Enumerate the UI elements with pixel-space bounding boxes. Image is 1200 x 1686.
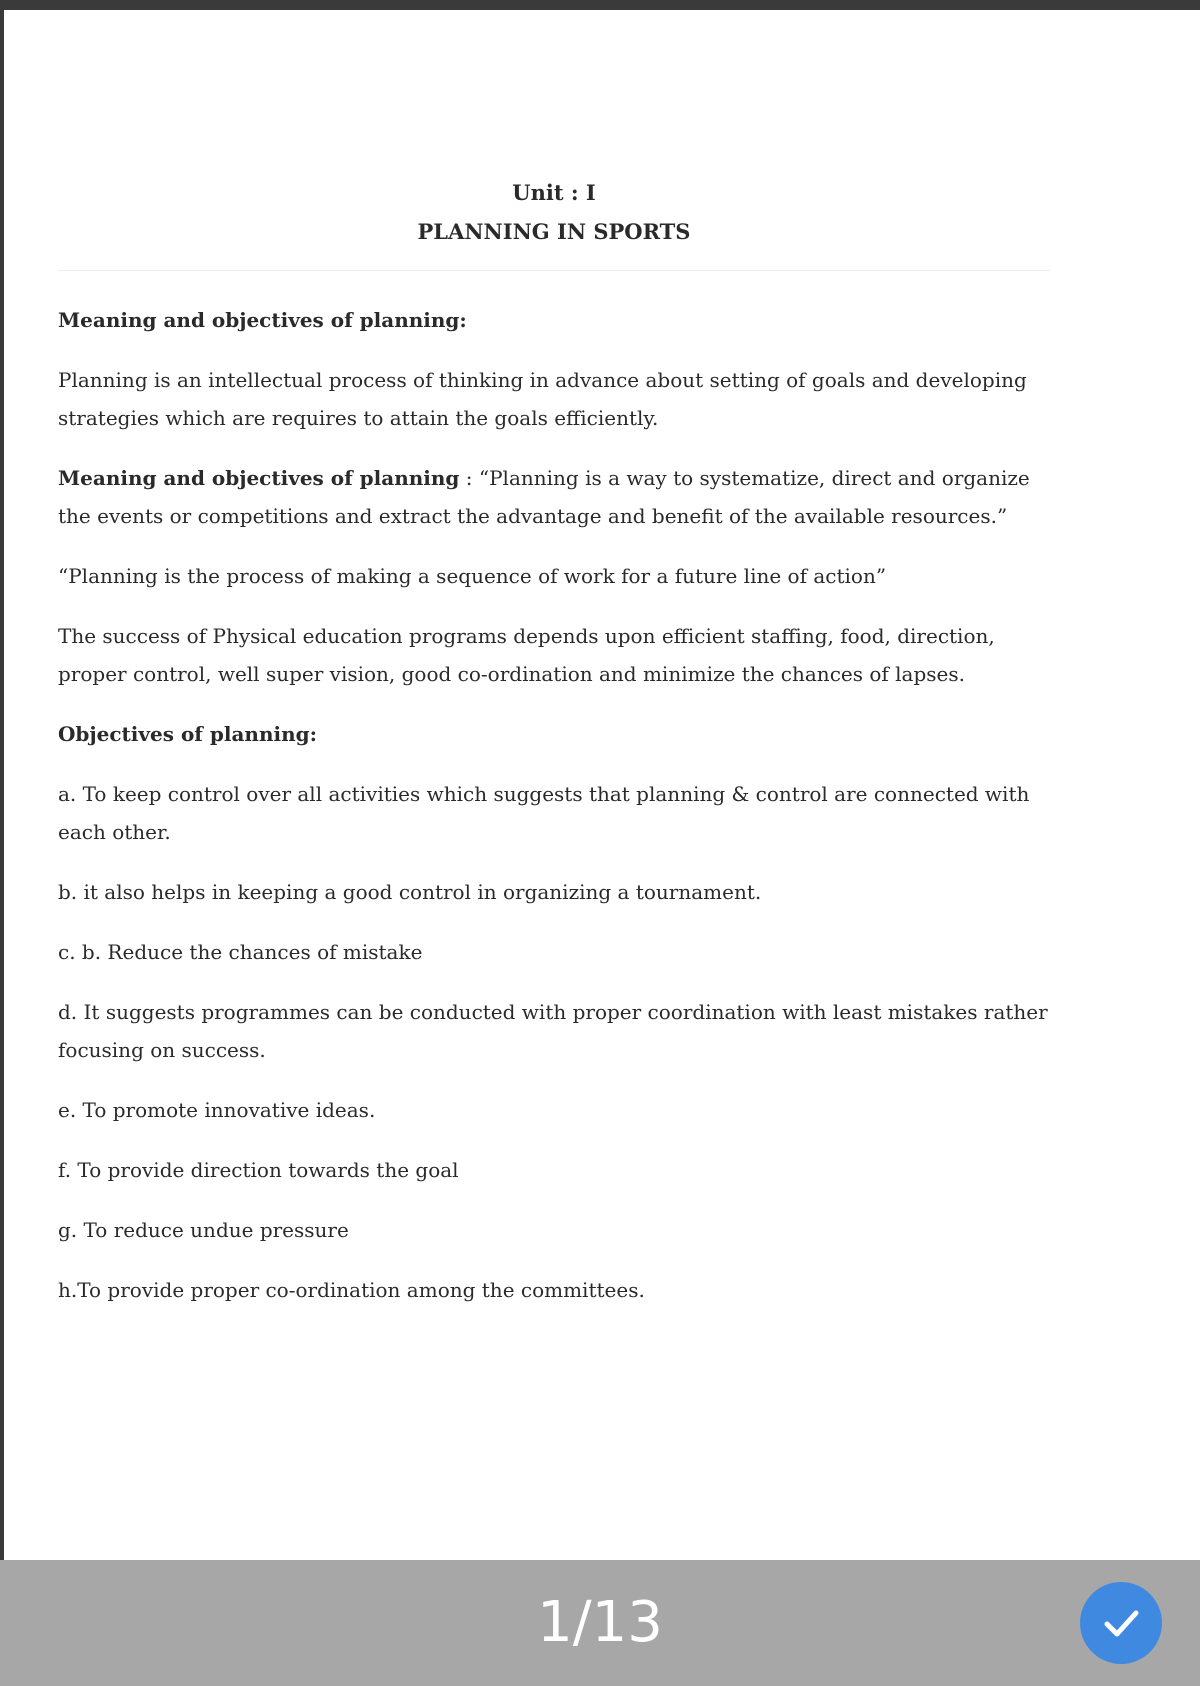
unit-label: Unit : I	[512, 180, 596, 205]
paragraph-quote: “Planning is the process of making a sequence of work for a future line of action”	[58, 564, 887, 588]
page-indicator: 1/13	[537, 1590, 663, 1655]
page-title: PLANNING IN SPORTS	[417, 219, 691, 244]
checkmark-icon	[1099, 1601, 1143, 1645]
objective-item: g. To reduce undue pressure	[58, 1218, 349, 1242]
bottom-toolbar	[0, 1560, 1200, 1686]
confirm-button[interactable]	[1080, 1582, 1162, 1664]
paragraph-meaning-text: : “Planning is a way to systematize, direct and organize the events or competitions and extract the advantage and benefit of the available resources.”	[58, 466, 1030, 528]
objective-item: a. To keep control over all activities which suggests that planning & control are connected with each other.	[58, 782, 1030, 844]
paragraph-definition: Planning is an intellectual process of thinking in advance about setting of goals and developing strategies which are requires to attain the goals efficiently.	[58, 368, 1027, 430]
objective-item: c. b. Reduce the chances of mistake	[58, 940, 423, 964]
paragraph-meaning	[58, 459, 1050, 535]
title-divider	[58, 270, 1050, 271]
objective-item: b. it also helps in keeping a good control in organizing a tournament.	[58, 880, 762, 904]
document-page[interactable]	[4, 10, 1200, 1560]
paragraph-meaning-lead: Meaning and objectives of planning	[58, 466, 460, 490]
objective-item: d. It suggests programmes can be conducted with proper coordination with least mistakes rather focusing on success.	[58, 1000, 1048, 1062]
section-heading-objectives: Objectives of planning:	[58, 722, 317, 746]
objective-item: f. To provide direction towards the goal	[58, 1158, 459, 1182]
section-heading-meaning: Meaning and objectives of planning:	[58, 308, 467, 332]
page-content	[58, 180, 1050, 1331]
objective-item: e. To promote innovative ideas.	[58, 1098, 376, 1122]
objective-item: h.To provide proper co-ordination among the committees.	[58, 1278, 645, 1302]
paragraph-success: The success of Physical education programs depends upon efficient staffing, food, direction, proper control, well super vision, good co-ordination and minimize the chances of lapses.	[58, 624, 995, 686]
